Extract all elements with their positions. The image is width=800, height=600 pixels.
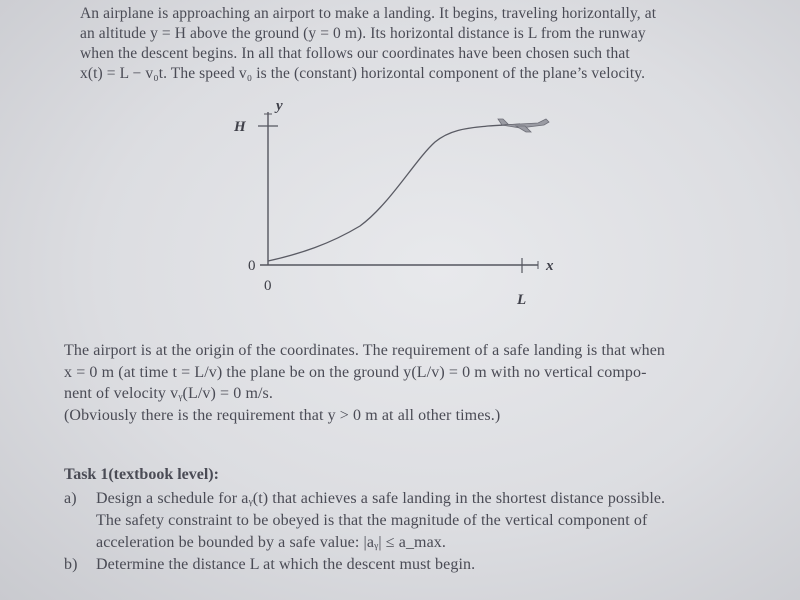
task-b-line-1 — [64, 554, 764, 576]
airport-line-3: nent of velocity vᵧ(L/v) = 0 m/s. — [64, 385, 273, 402]
airport-paragraph — [64, 340, 764, 426]
task-b-label: b) — [64, 556, 78, 573]
intro-line-3: when the descent begins. In all that follows our coordinates have been chosen such that — [80, 45, 630, 62]
intro-line-1: An airplane is approaching an airport to make a landing. It begins, traveling horizontally, at — [80, 5, 657, 22]
task-title: Task 1(textbook level): — [64, 466, 219, 483]
intro-line-2: an altitude y = H above the ground (y = 0 m). Its horizontal distance is L from the runway — [80, 25, 646, 42]
H-label: H — [234, 119, 246, 135]
origin-x-label: 0 — [264, 278, 272, 294]
task-b-text-1: Determine the distance L at which the descent must begin. — [96, 556, 476, 573]
origin-y-label: 0 — [248, 258, 256, 274]
task-a-line-2: The safety constraint to be obeyed is that the magnitude of the vertical component of — [96, 512, 648, 529]
airport-line-2: x = 0 m (at time t = L/v) the plane be on the ground y(L/v) = 0 m with no vertical compo- — [64, 363, 647, 381]
task-a-label: a) — [64, 490, 77, 507]
intro-line-4: x(t) = L − v₀t. The speed v₀ is the (constant) horizontal component of the plane’s velocity. — [80, 65, 646, 82]
descent-trajectory-figure — [220, 98, 580, 308]
task-a-text-1: Design a schedule for aᵧ(t) that achieves a safe landing in the shortest distance possible. — [96, 490, 666, 507]
trajectory-curve — [268, 124, 520, 261]
L-label: L — [517, 292, 527, 308]
task-a-line-1 — [64, 488, 764, 510]
airport-line-4: (Obviously there is the requirement that y > 0 m at all other times.) — [64, 406, 501, 424]
task-list — [64, 488, 764, 576]
airplane-icon — [498, 119, 549, 132]
intro-paragraph — [80, 4, 740, 84]
airport-line-1: The airport is at the origin of the coordinates. The requirement of a safe landing is that when — [64, 342, 666, 359]
x-axis-label: x — [546, 258, 554, 274]
task-a-line-3: acceleration be bounded by a safe value: |aᵧ| ≤ a_max. — [96, 534, 447, 551]
y-axis-label: y — [276, 98, 283, 114]
